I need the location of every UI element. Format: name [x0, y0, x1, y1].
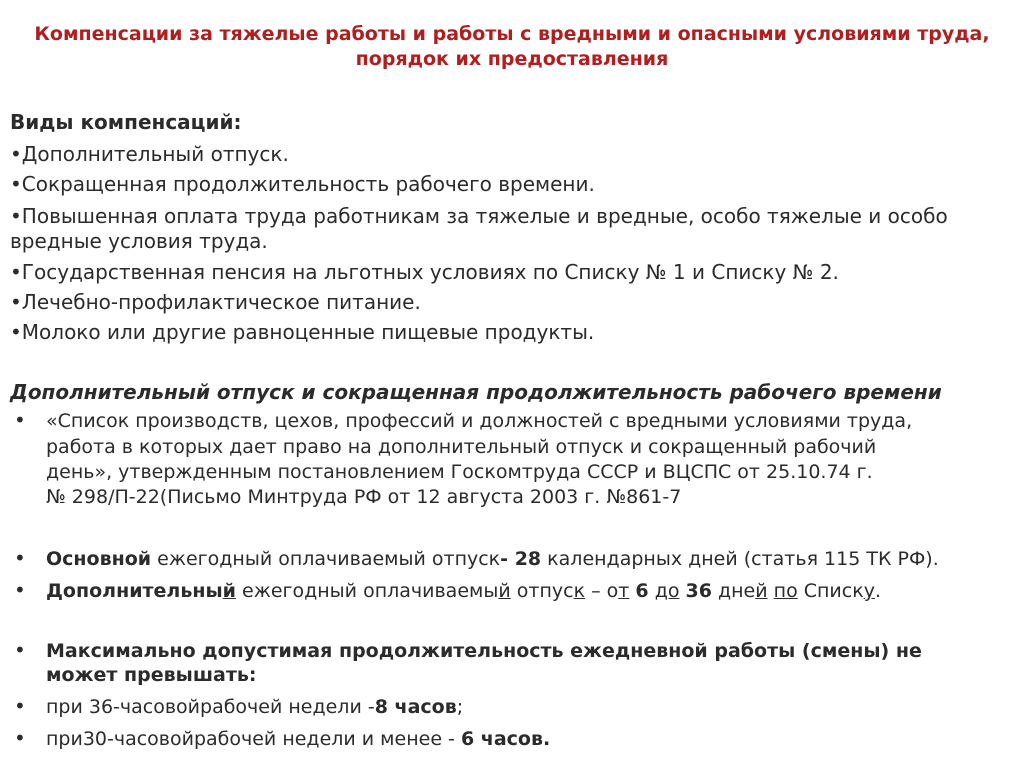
- extra-leave-text: дне: [711, 580, 756, 602]
- extra-leave-line: [46, 580, 881, 602]
- basic-leave-rest: календарных дней (статья 115 ТК РФ).: [541, 548, 939, 570]
- title-line-2: порядок их предоставления: [355, 48, 669, 70]
- types-item-5: •Лечебно-профилактическое питание.: [10, 290, 421, 314]
- types-item-1: •Дополнительный отпуск.: [10, 142, 289, 166]
- max-duration-row-value: 8 часов: [374, 696, 457, 718]
- extra-leave-text: к: [573, 580, 586, 602]
- list-line-2: работа в которых дает право на дополнительный отпуск и сокращенный рабочий: [46, 436, 877, 458]
- basic-leave-line: [46, 548, 939, 570]
- max-duration-row-36: [46, 696, 463, 718]
- title-line-1: Компенсации за тяжелые работы и работы с вредными и опасными условиями труда,: [34, 23, 990, 45]
- bullet-mark: •: [14, 578, 26, 602]
- extra-leave-min-days: 6: [635, 580, 649, 602]
- bullet-mark: •: [14, 546, 26, 570]
- extra-leave-text: ежегодный оплачиваемы: [235, 580, 499, 602]
- leave-section-heading: Дополнительный отпуск и сокращенная продолжительность рабочего времени: [10, 380, 942, 404]
- bullet-mark: •: [14, 694, 26, 718]
- types-item-3: •Повышенная оплата труда работникам за тяжелые и вредные, особо тяжелые и особо: [10, 204, 948, 228]
- basic-leave-dash: -: [500, 548, 515, 570]
- types-item-6: •Молоко или другие равноценные пищевые продукты.: [10, 320, 595, 344]
- basic-leave-bold: Основной: [46, 548, 152, 570]
- bullet-mark: •: [14, 726, 26, 750]
- extra-leave-text: у: [863, 580, 875, 602]
- slide-title: [0, 22, 1024, 72]
- types-item-3-cont: вредные условия труда.: [10, 229, 268, 253]
- max-duration-heading-1: Максимально допустимая продолжительность ежедневной работы (смены) не: [46, 640, 922, 662]
- types-heading: Виды компенсаций:: [10, 110, 242, 134]
- max-duration-row-value: 6 часов: [460, 728, 543, 750]
- extra-leave-max-days: 36: [685, 580, 712, 602]
- extra-leave-word: Дополнительны: [46, 580, 223, 602]
- types-item-4: •Государственная пенсия на льготных условиях по Списку № 1 и Списку № 2.: [10, 260, 839, 284]
- basic-leave-days: 28: [514, 548, 542, 570]
- max-duration-row-tail: ;: [456, 696, 464, 718]
- list-line-1: «Список производств, цехов, профессий и должностей с вредными условиями труда,: [46, 410, 913, 432]
- extra-leave-text: й: [498, 580, 511, 602]
- max-duration-row-30: [46, 728, 550, 750]
- extra-leave-text: .: [874, 580, 881, 602]
- max-duration-row-text: при30-часовойрабочей недели и менее -: [46, 728, 461, 750]
- list-line-4: № 298/П-22(Письмо Минтруда РФ от 12 августа 2003 г. №861-7: [46, 486, 682, 508]
- list-line-3: день», утвержденным постановлением Госкомтруда СССР и ВЦСПС от 25.10.74 г.: [46, 461, 873, 483]
- extra-leave-text: й: [755, 580, 768, 602]
- types-item-2: •Сокращенная продолжительность рабочего времени.: [10, 172, 595, 196]
- extra-leave-text: по: [773, 580, 798, 602]
- max-duration-row-tail: .: [543, 728, 551, 750]
- bullet-mark: •: [14, 638, 26, 662]
- extra-leave-word: й: [222, 580, 236, 602]
- extra-leave-text: до: [654, 580, 680, 602]
- extra-leave-text: – о: [585, 580, 619, 602]
- bullet-mark: •: [14, 408, 26, 432]
- max-duration-row-text: при 36-часовойрабочей недели -: [46, 696, 375, 718]
- max-duration-heading-2: может превышать:: [46, 664, 257, 686]
- basic-leave-text: ежегодный оплачиваемый отпуск: [151, 548, 501, 570]
- extra-leave-text: Списк: [797, 580, 864, 602]
- extra-leave-text: т: [618, 580, 630, 602]
- extra-leave-text: отпус: [510, 580, 574, 602]
